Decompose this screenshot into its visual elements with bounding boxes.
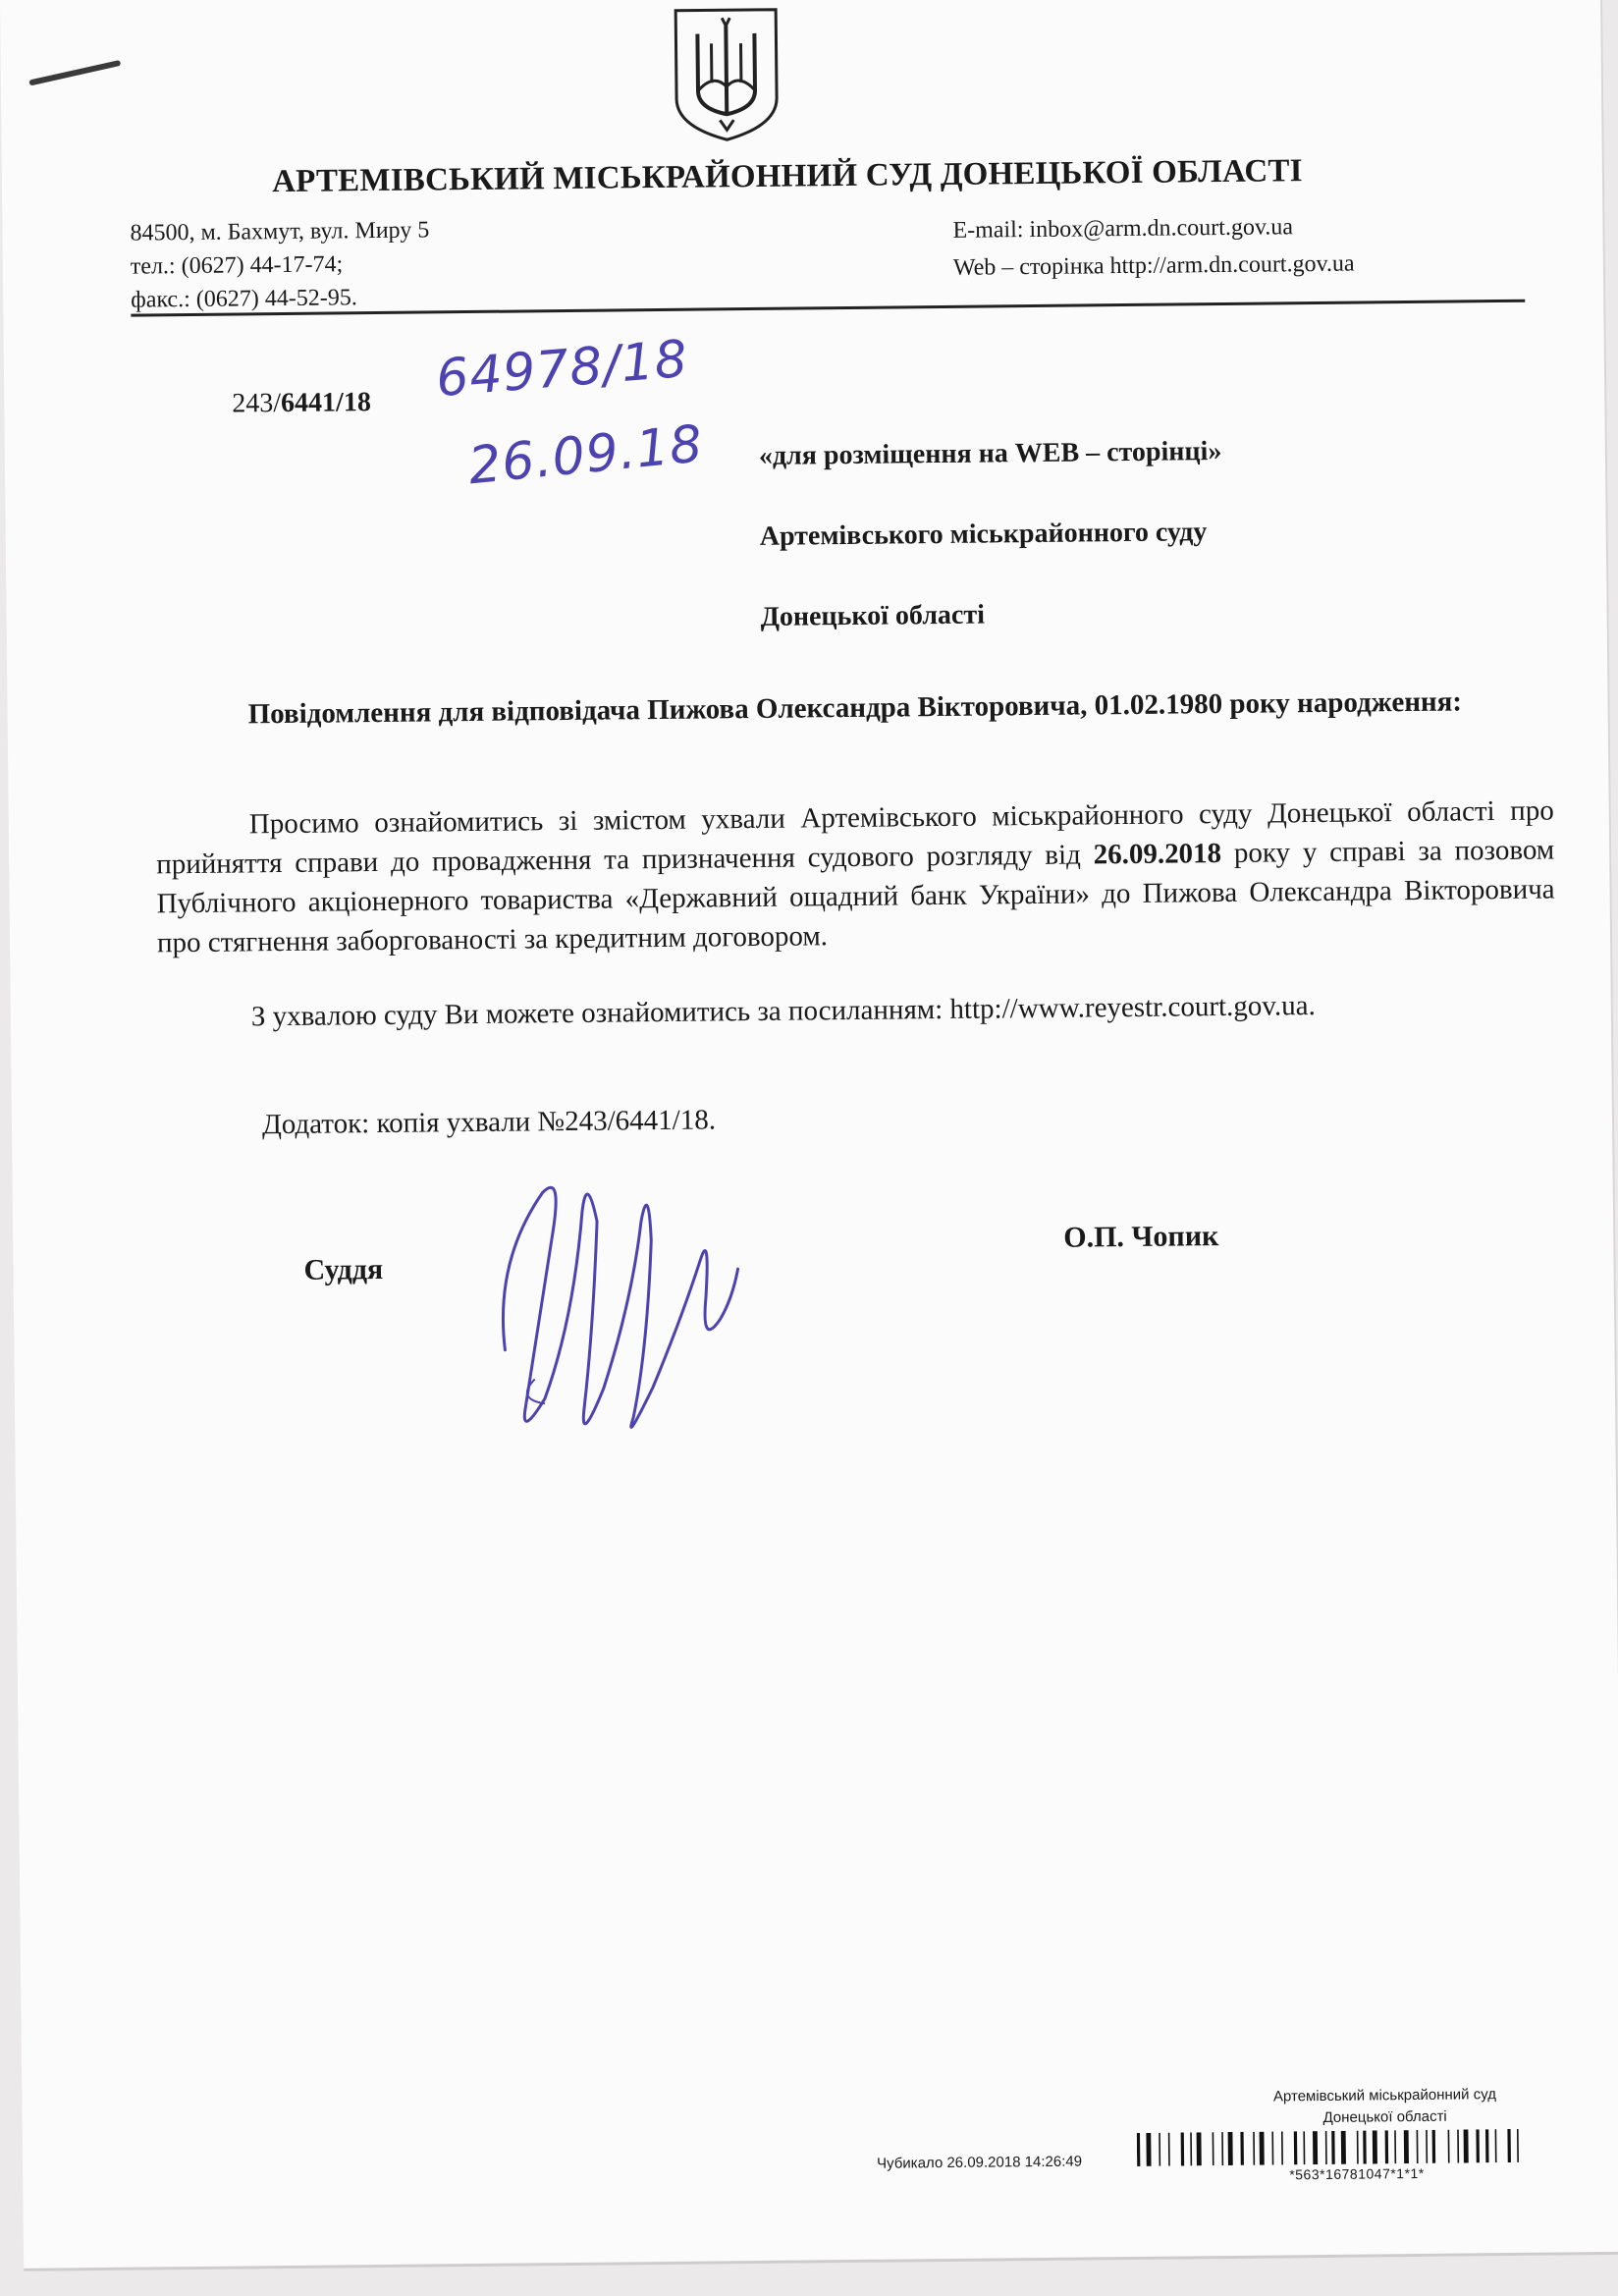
barcode-bar [1517,2129,1519,2162]
registry-stamp-court [1237,2084,1532,2130]
barcode-bar [1426,2130,1428,2163]
registry-barcode-code: *563*16781047*1*1* [1289,2164,1425,2183]
contacts-left [130,213,430,316]
barcode-bar [1221,2132,1223,2165]
contacts-right [952,208,1355,287]
barcode-bar [1363,2131,1367,2164]
barcode-bar [1181,2132,1185,2165]
barcode-bar [1137,2133,1141,2166]
barcode-bar [1168,2133,1170,2166]
court-title: АРТЕМІВСЬКИЙ МІСЬКРАЙОННИЙ СУД ДОНЕЦЬКОЇ ОБЛАСТІ [271,153,1303,200]
barcode-bar [1213,2132,1214,2165]
judge-name: О.П. Чопик [1063,1220,1219,1254]
barcode-bar [1253,2132,1255,2165]
addressee-line-2: Артемівського міськрайонного суду [759,517,1208,552]
barcode-bar [1476,2129,1480,2162]
barcode-bar [1260,2132,1265,2165]
barcode-bar [1394,2130,1396,2163]
notice-body-part-1: Просимо ознайомитись зі змістом ухвали Артемівського міськрайонного суду Донецької області про прийняття справи до провадження та призначення судового розгляду від [156,794,1554,881]
barcode-bar [1228,2132,1233,2165]
barcode-bar [1357,2131,1359,2164]
barcode-bar [1190,2132,1192,2165]
registry-stamp-court-line-1: Артемівський міськрайонний суд [1272,2086,1497,2105]
court-email: E-mail: inbox@arm.dn.court.gov.ua [952,214,1294,244]
judge-label: Суддя [303,1252,384,1286]
outgoing-number [232,387,371,419]
handwritten-registration-date: 26.09.18 [465,414,706,497]
barcode-bar [1485,2129,1489,2162]
barcode-bar [1507,2129,1511,2162]
addressee-line-3: Донецької області [760,599,986,632]
barcode-bar [1464,2129,1469,2162]
court-phone: тел.: (0627) 44-17-74; [130,251,344,280]
barcode-bar [1325,2131,1327,2164]
barcode-bar [1417,2130,1419,2163]
registry-barcode [1137,2128,1618,2166]
barcode-bar [1331,2131,1335,2164]
court-address: 84500, м. Бахмут, вул. Миру 5 [130,217,430,246]
registry-link-line: З ухвалою суду Ви можете ознайомитись за посиланням: http://www.reyestr.court.gov.ua. [250,990,1316,1033]
barcode-bar [1303,2131,1305,2164]
barcode-bar [1313,2131,1318,2164]
attachment-line: Додаток: копія ухвали №243/6441/18. [261,1104,717,1141]
handwritten-registration-number: 64978/18 [433,329,691,410]
barcode-bar [1146,2133,1151,2166]
barcode-bar [1159,2133,1160,2166]
court-website: Web – сторінка http://arm.dn.court.gov.ua [952,250,1355,281]
handwritten-signature [473,1151,771,1449]
outgoing-prefix: 243/ [232,388,282,419]
outgoing-case-number: 6441/18 [280,387,372,419]
coat-of-arms-icon [668,4,784,144]
barcode-bar [1271,2132,1273,2165]
registry-stamp-registrar: Чубикало 26.09.2018 14:26:49 [877,2153,1083,2172]
court-fax: факс.: (0627) 44-52-95. [131,285,357,313]
barcode-bar [1448,2130,1450,2163]
barcode-bar [1240,2132,1244,2165]
notice-heading: Повідомлення для відповідача Пижова Олександра Вікторовича, 01.02.1980 року народження: [247,685,1463,731]
barcode-bar [1197,2132,1202,2165]
barcode-bar [1457,2130,1459,2163]
barcode-bar [1404,2130,1409,2163]
addressee-line-1: «для розміщення на WEB – сторінці» [758,435,1222,471]
addressee-block [758,411,1223,658]
registry-stamp-court-line-2: Донецької області [1322,2107,1447,2127]
hearing-date: 26.09.2018 [1093,838,1222,871]
notice-body [156,791,1556,962]
barcode-bar [1495,2129,1497,2162]
barcode-bar [1281,2131,1283,2164]
notice-body-part-2: року у справі за позовом Публічного акціонерного товариства «Державний ощадний банк України» до Пижова Олександра Вікторовича про стягнення заборгованості за кредитним договором. [156,834,1555,959]
barcode-bar [1294,2131,1298,2164]
barcode-bar [1385,2130,1389,2163]
barcode-bar [1341,2131,1346,2164]
barcode-bar [1432,2130,1436,2163]
barcode-bar [1373,2130,1377,2163]
stray-pen-mark [28,60,121,86]
